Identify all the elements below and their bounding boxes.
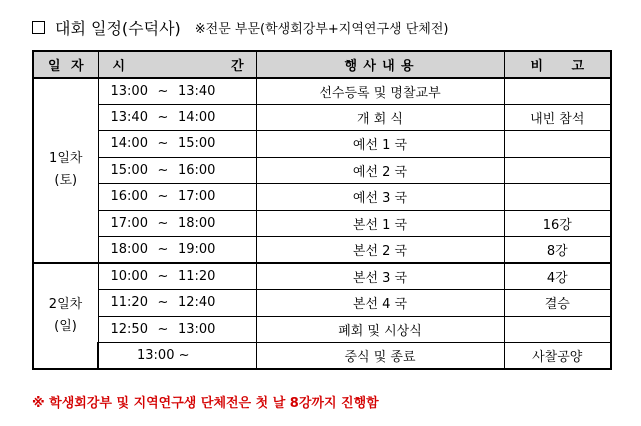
event-cell: 개 회 식: [256, 104, 504, 131]
table-header-row: [33, 51, 611, 78]
time-cell: 10:00 ~ 11:20: [98, 263, 256, 290]
time-cell: 12:50 ~ 13:00: [98, 316, 256, 343]
title-line: [32, 16, 448, 38]
time-cell: 13:00 ~: [98, 343, 256, 370]
footnote: ※ 학생회강부 및 지역연구생 단체전은 첫 날 8강까지 진행함: [32, 396, 379, 411]
day-cell-1: 1일차 (토): [33, 78, 98, 264]
time-cell: 13:00 ~ 13:40: [98, 78, 256, 105]
table-row: [33, 157, 611, 184]
note-cell: 내빈 참석: [504, 104, 611, 131]
time-cell: 13:40 ~ 14:00: [98, 104, 256, 131]
table-row: [33, 237, 611, 264]
note-cell: [504, 131, 611, 158]
event-cell: 예선 3 국: [256, 184, 504, 211]
event-cell: 본선 2 국: [256, 237, 504, 264]
table-row: [33, 131, 611, 158]
checkbox-icon: [32, 21, 45, 34]
note-cell: 4강: [504, 263, 611, 290]
table-row: [33, 104, 611, 131]
event-cell: 본선 4 국: [256, 290, 504, 317]
page-subtitle: ※전문 부문(학생회강부+지역연구생 단체전): [194, 21, 449, 37]
event-cell: 중식 및 종료: [256, 343, 504, 370]
table-row: [33, 290, 611, 317]
event-cell: 예선 2 국: [256, 157, 504, 184]
event-cell: 선수등록 및 명찰교부: [256, 78, 504, 105]
time-cell: 11:20 ~ 12:40: [98, 290, 256, 317]
table-row: [33, 316, 611, 343]
note-cell: [504, 157, 611, 184]
event-cell: 본선 1 국: [256, 210, 504, 237]
time-cell: 14:00 ~ 15:00: [98, 131, 256, 158]
table-row: [33, 343, 611, 370]
schedule-table: [32, 50, 612, 370]
header-event: 행 사 내 용: [256, 51, 504, 78]
header-day: 일 자: [33, 51, 98, 78]
note-cell: [504, 78, 611, 105]
table-row: [33, 78, 611, 105]
time-cell: 15:00 ~ 16:00: [98, 157, 256, 184]
header-time: 시 간: [98, 51, 256, 78]
note-cell: [504, 184, 611, 211]
note-cell: 사찰공양: [504, 343, 611, 370]
event-cell: 예선 1 국: [256, 131, 504, 158]
note-cell: 16강: [504, 210, 611, 237]
time-cell: 17:00 ~ 18:00: [98, 210, 256, 237]
page-title: 대회 일정(수덕사): [55, 18, 181, 38]
table-row: [33, 184, 611, 211]
table-row: [33, 210, 611, 237]
note-cell: 결승: [504, 290, 611, 317]
event-cell: 폐회 및 시상식: [256, 316, 504, 343]
time-cell: 16:00 ~ 17:00: [98, 184, 256, 211]
day-cell-2: 2일차 (일): [33, 263, 98, 369]
header-note: 비 고: [504, 51, 611, 78]
time-cell: 18:00 ~ 19:00: [98, 237, 256, 264]
event-cell: 본선 3 국: [256, 263, 504, 290]
table-row: [33, 263, 611, 290]
note-cell: 8강: [504, 237, 611, 264]
note-cell: [504, 316, 611, 343]
